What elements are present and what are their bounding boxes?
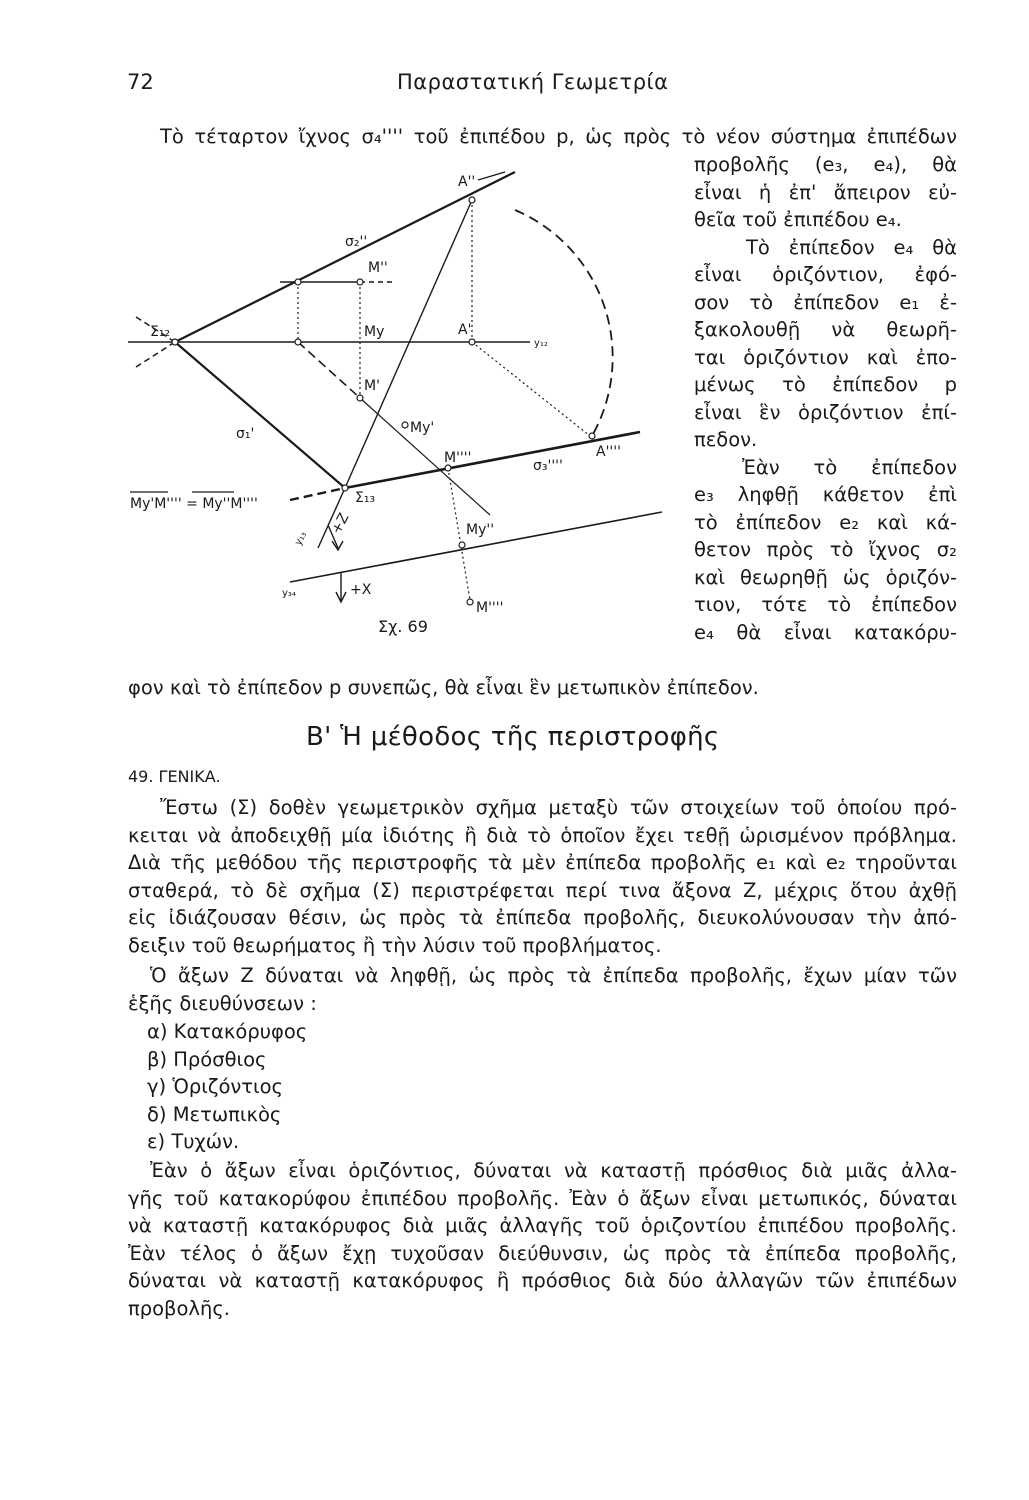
right-line: σον τὸ ἐπίπεδον e₁ ἐ- (694, 290, 957, 314)
section-heading: 49. ΓΕΝΙΚΑ. (128, 767, 221, 786)
paragraph-line: Ἐὰν τέλος ὁ ἄξων ἔχῃ τυχοῦσαν διεύθυνσιν, ὡς πρὸς τὰ ἐπίπεδα προβολῆς, (128, 1241, 957, 1265)
right-line: πεδον. (694, 428, 758, 451)
label-s13: Σ₁₃ (355, 490, 376, 506)
point-a1 (469, 339, 475, 345)
label-plus-x: +X (350, 582, 372, 598)
label-m4a: M'''' (444, 450, 472, 466)
intro-line-1: Τὸ τέταρτον ἴχνος σ₄'''' τοῦ ἐπιπέδου p, ὡς πρὸς τὸ νέον σύστημα ἐπιπέδων (160, 125, 957, 148)
trace-sigma1 (175, 342, 345, 488)
right-line: Τὸ ἐπίπεδον e₄ θὰ (746, 235, 957, 259)
label-sigma1: σ₁' (236, 426, 255, 442)
paragraph-line: γῆς τοῦ κατακορύφου ἐπιπέδου προβολῆς. Ἐὰν ὁ ἄξων εἶναι μετωπικός, δύναται (128, 1186, 957, 1210)
label-plus-z: +Z (328, 510, 353, 537)
right-line: εἶναι ἓν ὁριζόντιον ἐπί- (694, 400, 957, 424)
figure-caption: Σχ. 69 (378, 617, 428, 636)
point-my (295, 339, 301, 345)
rotation-arc (515, 210, 613, 436)
line-my-m1 (298, 342, 360, 398)
line-a1-a4 (472, 342, 590, 436)
right-line: ται ὁριζόντιον καὶ ἐπο- (694, 345, 957, 369)
right-line: καὶ θεωρηθῇ ὡς ὁριζόν- (694, 565, 957, 589)
right-line: τιον, τότε τὸ ἐπίπεδον (694, 593, 957, 616)
list-item: α) Κατακόρυφος (147, 1020, 308, 1043)
point-my1 (402, 422, 408, 428)
page-header (127, 70, 957, 100)
label-a4: A'''' (596, 444, 621, 460)
right-line: εἶναι ὁριζόντιον, ἐφό- (694, 263, 957, 286)
direction-list (147, 1019, 307, 1157)
list-item: ε) Τυχών. (147, 1130, 240, 1154)
label-y34: y₃₄ (282, 588, 296, 599)
label-a1: A' (458, 322, 472, 338)
paragraph-line: κειται νὰ ἀποδειχθῇ μία ἰδιότης ἢ διὰ τὸ ὁποῖον ἔχει τεθῇ ὡρισμένον πρόβλημα. (128, 823, 957, 847)
paragraph-line: ἑξῆς διευθύνσεων : (128, 991, 317, 1015)
point-m2b (295, 279, 301, 285)
point-a2 (469, 197, 475, 203)
right-line: τὸ ἐπίπεδον e₂ καὶ κά- (694, 510, 957, 534)
point-a4 (589, 433, 595, 439)
intro-last-line: φον καὶ τὸ ἐπίπεδον p συνεπῶς, θὰ εἶναι ἓν μετωπικὸν ἐπίπεδον. (128, 676, 759, 699)
label-a2: A'' (458, 174, 476, 190)
right-line: προβολῆς (e₃, e₄), θὰ (694, 153, 957, 176)
label-s12: Σ₁₂ (150, 324, 171, 340)
paragraph-1 (128, 795, 957, 961)
paragraph-line: νὰ καταστῇ κατακόρυφος διὰ μιᾶς ἀλλαγῆς τοῦ ὁριζοντίου ἐπιπέδου προβολῆς. (128, 1214, 957, 1238)
right-line: θετον πρὸς τὸ ἴχνος σ₂ (694, 538, 957, 561)
label-m1: M' (364, 378, 380, 394)
label-my1: My' (410, 420, 435, 436)
label-sigma2: σ₂'' (345, 234, 368, 250)
right-column (694, 152, 957, 647)
page-number: 72 (127, 70, 154, 94)
figure-69 (120, 150, 690, 680)
paragraph-line: Διὰ τῆς μεθόδου τῆς περιστροφῆς τὰ μὲν ἐπίπεδα προβολῆς e₁ καὶ e₂ τηροῦνται (128, 851, 957, 875)
list-item: γ) Ὁριζόντιος (147, 1075, 284, 1099)
point-m2 (357, 279, 363, 285)
section-title: B' Ἡ μέθοδος τῆς περιστροφῆς (306, 722, 720, 752)
point-m4b (467, 599, 473, 605)
right-line: e₃ ληφθῇ κάθετον ἐπὶ (694, 483, 957, 506)
trace-sigma3-dashed (290, 488, 345, 500)
paragraph-line: εἰς ἰδιάζουσαν θέσιν, ὡς πρὸς τὰ ἐπίπεδα προβολῆς, διευκολύνουσαν τὴν ἀπό- (128, 906, 957, 930)
paragraph-line: δειξιν τοῦ θεωρήματος ἢ τὴν λύσιν τοῦ προβλήματος. (128, 933, 662, 957)
paragraph-line: Ἔστω (Σ) δοθὲν γεωμετρικὸν σχῆμα μεταξὺ τῶν στοιχείων τοῦ ὁποίου πρό- (160, 796, 957, 819)
equation: My'M'''' = My''M'''' (130, 496, 258, 512)
right-line: ξακολουθῇ νὰ θεωρῆ- (694, 318, 957, 341)
point-s12 (172, 339, 178, 345)
trace-sigma3 (345, 432, 640, 488)
point-my2 (459, 542, 465, 548)
paragraph-2 (128, 963, 957, 1018)
label-y13: y₁₃ (292, 529, 310, 548)
label-y12: y₁₂ (534, 338, 548, 349)
paragraph-line: προβολῆς. (128, 1296, 230, 1320)
paragraph-line: Ὁ ἄξων Z δύναται νὰ ληφθῇ, ὡς πρὸς τὰ ἐπίπεδα προβολῆς, ἔχων μίαν τῶν (150, 964, 957, 987)
running-title: Παραστατική Γεωμετρία (397, 70, 669, 94)
right-line: e₄ θὰ εἶναι κατακόρυ- (694, 620, 957, 644)
trace-extension (136, 342, 175, 367)
trace-sigma2 (175, 172, 515, 342)
point-m1 (357, 395, 363, 401)
paragraph-3 (128, 1158, 957, 1324)
right-line: Ἐὰν τὸ ἐπίπεδον (742, 455, 957, 479)
paragraph-line: Ἐὰν ὁ ἄξων εἶναι ὁριζόντιος, δύναται νὰ καταστῇ πρόσθιος διὰ μιᾶς ἀλλα- (150, 1159, 957, 1182)
label-m4b: M'''' (476, 600, 504, 616)
point-s13 (342, 485, 348, 491)
right-line: εἶναι ἡ ἐπ' ἄπειρον εὐ- (694, 180, 957, 204)
list-item: β) Πρόσθιος (147, 1047, 267, 1071)
right-line: μένως τὸ ἐπίπεδον p (694, 373, 957, 396)
label-m2: M'' (368, 260, 388, 276)
paragraph-line: δύναται νὰ καταστῇ κατακόρυφος ἢ πρόσθιος διὰ δύο ἀλλαγῶν τῶν ἐπιπέδων (128, 1269, 957, 1293)
label-my: My (364, 324, 385, 340)
list-item: δ) Μετωπικὸς (147, 1102, 282, 1126)
label-my2: My'' (466, 522, 495, 538)
label-sigma3: σ₃'''' (533, 458, 563, 474)
paragraph-line: σταθερά, τὸ δὲ σχῆμα (Σ) περιστρέφεται περί τινα ἄξονα Z, μέχρις ὅτου ἀχθῇ (128, 878, 957, 902)
right-line: θεῖα τοῦ ἐπιπέδου e₄. (694, 208, 902, 231)
